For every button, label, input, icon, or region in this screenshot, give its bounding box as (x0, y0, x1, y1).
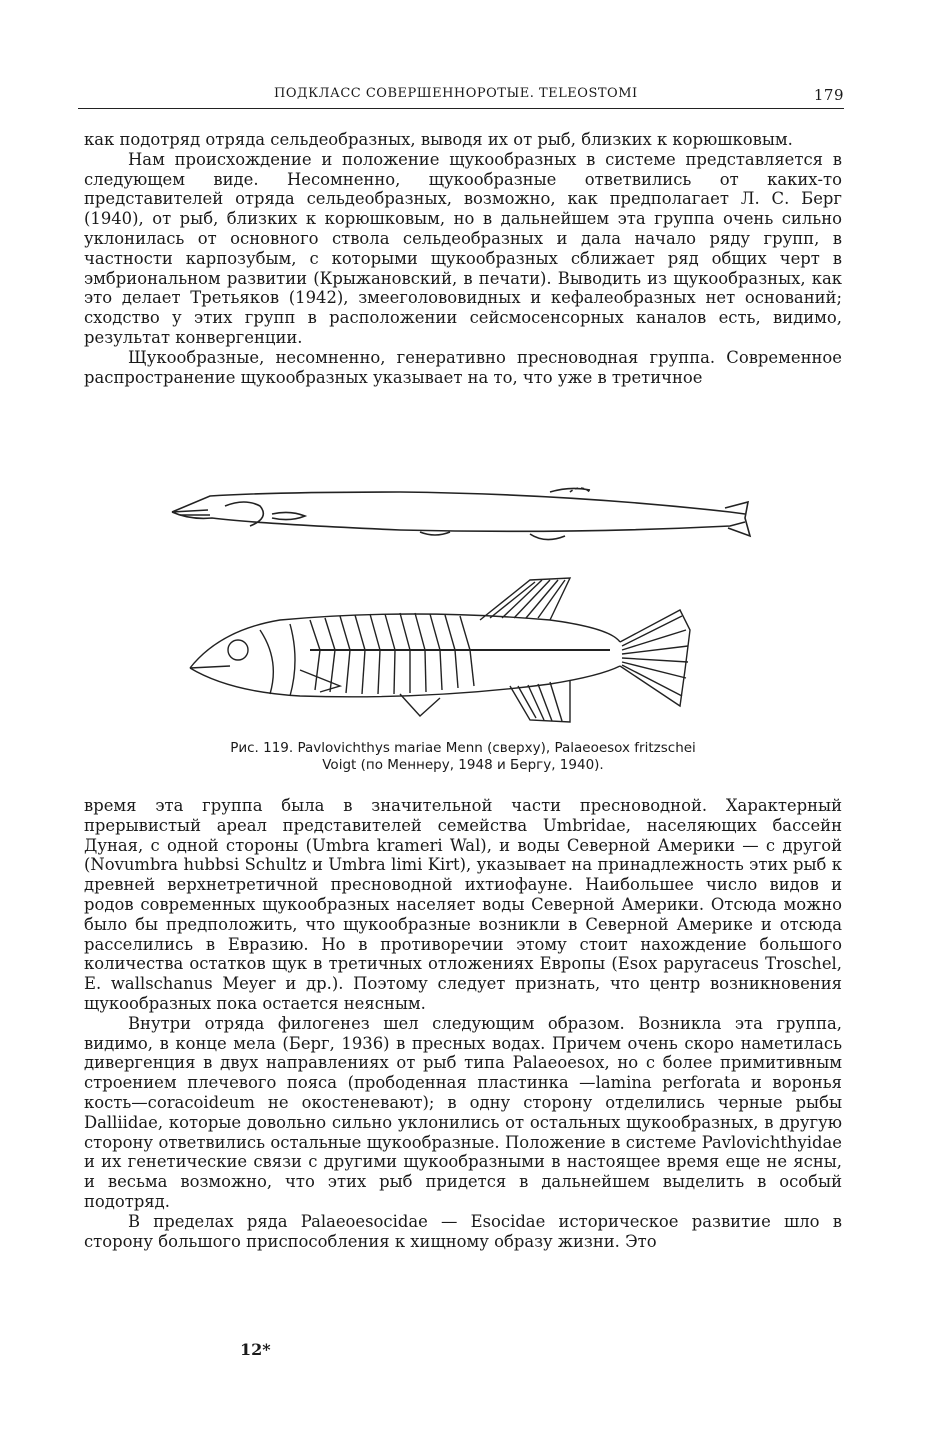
paragraph-3: Щукообразные, несомненно, генеративно пресноводная группа. Современное распространение щукообразных указывает на то, что уже в третичное (84, 347, 842, 387)
dorsal-fin (480, 578, 570, 620)
pectoral-and-pelvic-fins (300, 670, 440, 716)
ribs (310, 613, 474, 694)
caption-line-2: Voigt (по Меннеру, 1948 и Бергу, 1940). (322, 757, 604, 773)
paragraph-5: Внутри отряда филогенез шел следующим образом. Возникла эта группа, видимо, в конце мела (Берг, 1936) в пресных водах. Причем очень скоро наметилась дивергенция в двух направлениях от рыб типа Palaeoesox, но с более примитивным строением плечевого пояса (прободенная пластинка —lamina perforata и воронья кость—coracoideum не окостеневают); в одну сторону отделились черные рыбы Dalliidae, которые довольно сильно уклонились от остальных щукообразных, в другую сторону ответвились остальные щукообразные. Положение в системе Pavlovichthyidae и их генетические связи с другими щукообразными в настоящее время еще не ясны, и весьма возможно, что этих рыб придется в дальнейшем выделить в особый подотряд. (84, 1013, 842, 1211)
paragraph-4: время эта группа была в значительной части пресноводной. Характерный прерывистый ареал представителей семейства Umbridae, населяющих бассейн Дуная, с одной стороны (Umbra krameri Wal), и воды Северной Америки — с другой (Novumbra hubbsi Schultz и Umbra limi Kirt), указывает на принадлежность этих рыб к древней верхнетретичной пресноводной ихтиофауне. Наибольшее число видов и родов современных щукообразных населяет воды Северной Америки. Отсюда можно было бы предположить, что щукообразные возникли в Северной Америке и отсюда расселились в Евразию. Но в противоречии этому стоит нахождение большого количества остатков щук в третичных отложениях Европы (Esox papyraceus Troschel, E. wallschanus Meyer и др.). Поэтому следует признать, что центр возникновения щукообразных пока остается неясным. (84, 796, 842, 1013)
running-head-title: ПОДКЛАСС СОВЕРШЕННОРОТЫЕ. TELEOSTOMI (274, 86, 638, 101)
caption-line-1: Рис. 119. Pavlovichthys mariae Menn (сверху), Palaeoesox fritzschei (230, 740, 696, 756)
bottom-text-block (84, 796, 842, 1251)
top-text-block (84, 130, 842, 387)
fish-illustration (150, 470, 790, 740)
paragraph-6: В пределах ряда Palaeoesocidae — Esocidae историческое развитие шло в сторону большого приспособления к хищному образу жизни. Это (84, 1211, 842, 1251)
running-head (74, 86, 844, 108)
paragraph-1: как подотряд отряда сельдеобразных, выводя их от рыб, близких к корюшковым. (84, 130, 793, 149)
anal-fin (510, 680, 570, 722)
lower-fish-drawing (190, 578, 690, 722)
page-number: 179 (813, 86, 844, 104)
caudal-rays (622, 616, 688, 696)
fish-figure (150, 470, 790, 740)
folio-mark: 12* (240, 1340, 271, 1359)
paragraph-2: Нам происхождение и положение щукообразных в системе представляется в следующем виде. Несомненно, щукообразные ответвились от каких-то представителей отряда сельдеобразных, возможно, как предполагает Л. С. Берг (1940), от рыб, близких к корюшковым, но в дальнейшем эта группа очень сильно уклонилась от основного ствола сельдеобразных и дала начало ряду групп, в частности карпозубым, с которыми щукообразных сближает ряд общих черт в эмбриональном развитии (Крыжановский, в печати). Выводить из щукообразных, как это делает Третьяков (1942), змееголововидных и кефалеобразных нет оснований; сходство у этих групп в расположении сейсмосенсорных каналов есть, видимо, результат конвергенции. (84, 149, 842, 347)
figure-caption (84, 740, 842, 774)
header-rule (78, 108, 844, 109)
upper-fish-drawing (172, 488, 750, 540)
